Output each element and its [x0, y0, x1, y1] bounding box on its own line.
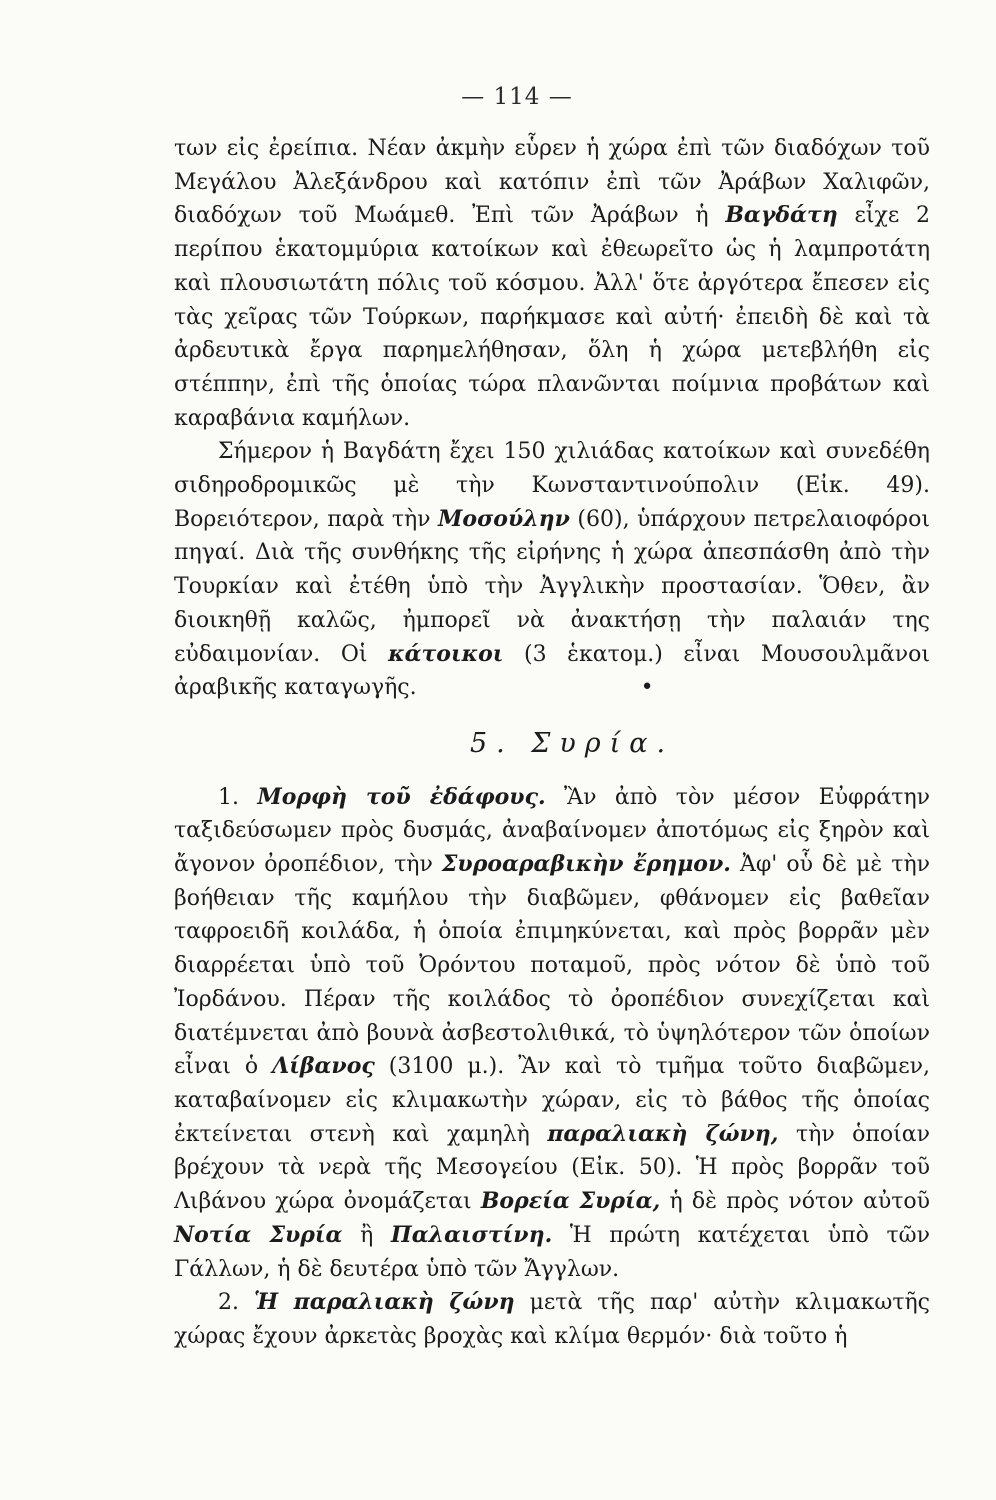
section-title: 5. Συρία.	[469, 727, 675, 759]
paragraph-4: 2. Ἡ παραλιακὴ ζώνη μετὰ τῆς παρ' αὐτὴν κλιμακωτῆς χώρας ἔχουν ἀρκετὰς βροχὰς καὶ κλίμα θερμόν· διὰ τοῦτο ἡ	[174, 1289, 930, 1349]
paragraph-3: 1. Μορφὴ τοῦ ἐδάφους. Ἂν ἀπὸ τὸν μέσον Εὐφράτην ταξιδεύσωμεν πρὸς δυσμάς, ἀναβαίνομεν ἀποτόμως εἰς ξηρὸν καὶ ἄγονον ὀροπέδιον, τὴν Συροαραβικὴν ἔρημον. Ἀφ' οὗ δὲ μὲ τὴν βοήθειαν τῆς καμήλου τὴν διαβῶμεν, φθάνομεν εἰς βαθεῖαν ταφροειδῆ κοιλάδα, ἡ ὁποία ἐπιμηκύνεται, καὶ πρὸς βορρᾶν μὲν διαρρέεται ὑπὸ τοῦ Ὀρόντου ποταμοῦ, πρὸς νότον δὲ ὑπὸ τοῦ Ἰορδάνου. Πέραν τῆς κοιλάδος τὸ ὀροπέδιον συνεχίζεται καὶ διατέμνεται ἀπὸ βουνὰ ἀσβεστολιθικά, τὸ ὑψηλότερον τῶν ὁποίων εἶναι ὁ Λίβανος (3100 μ.). Ἂν καὶ τὸ τμῆμα τοῦτο διαβῶμεν, καταβαίνομεν εἰς κλιμακωτὴν χώραν, εἰς τὸ βάθος τῆς ὁποίας ἐκτείνεται στενὴ καὶ χαμηλὴ παραλιακὴ ζώνη, τὴν ὁποίαν βρέχουν τὰ νερὰ τῆς Μεσογείου (Εἰκ. 50). Ἡ πρὸς βορρᾶν τοῦ Λιβάνου χώρα ὀνομάζεται Βορεία Συρία, ἡ δὲ πρὸς νότον αὐτοῦ Νοτία Συρία ἢ Παλαιστίνη. Ἡ πρώτη κατέχεται ὑπὸ τῶν Γάλλων, ἡ δὲ δευτέρα ὑπὸ τῶν Ἄγγλων.	[174, 783, 930, 1282]
term-mosouli: Μοσούλην	[438, 505, 570, 532]
term-palaistini: Παλαιστίνη.	[390, 1221, 553, 1248]
term-voreia-syria: Βορεία Συρία,	[480, 1188, 661, 1215]
term-katoikoi: κάτοικοι	[388, 640, 504, 667]
term-notia-syria: Νοτία Συρία	[174, 1221, 343, 1248]
stray-dot: •	[640, 675, 654, 701]
paragraph-1: των εἰς ἐρείπια. Νέαν ἀκμὴν εὗρεν ἡ χώρα ἐπὶ τῶν διαδόχων τοῦ Μεγάλου Ἀλεξάνδρου καὶ κατόπιν ἐπὶ τῶν Ἀράβων Χαλιφῶν, διαδόχων τοῦ Μωάμεθ. Ἐπὶ τῶν Ἀράβων ἡ Βαγδάτη εἶχε 2 περίπου ἑκατομμύρια κατοίκων καὶ ἐθεωρεῖτο ὡς ἡ λαμπροτάτη καὶ πλουσιωτάτη πόλις τοῦ κόσμου. Ἀλλ' ὅτε ἀργότερα ἔπεσεν εἰς τὰς χεῖρας τῶν Τούρκων, παρήκμασε καὶ αὐτή· ἐπειδὴ δὲ καὶ τὰ ἀρδευτικὰ ἔργα παρημελήθησαν, ὅλη ἡ χώρα μετεβλήθη εἰς στέππην, ἐπὶ τῆς ὁποίας τώρα πλανῶνται ποίμνια προβάτων καὶ καραβάνια καμήλων.	[174, 136, 930, 431]
term-bagdati: Βαγδάτη	[725, 202, 838, 229]
paragraph-2: Σήμερον ἡ Βαγδάτη ἔχει 150 χιλιάδας κατοίκων καὶ συνεδέθη σιδηροδρομικῶς μὲ τὴν Κωνσταντινούπολιν (Εἰκ. 49). Βορειότερον, παρὰ τὴν Μοσούλην (60), ὑπάρχουν πετρελαιοφόροι πηγαί. Διὰ τῆς συνθήκης τῆς εἰρήνης ἡ χώρα ἀπεσπάσθη ἀπὸ τὴν Τουρκίαν καὶ ἐτέθη ὑπὸ τὴν Ἀγγλικὴν προστασίαν. Ὅθεν, ἂν διοικηθῇ καλῶς, ἠμπορεῖ νὰ ἀνακτήσῃ τὴν παλαιάν της εὐδαιμονίαν. Οἱ κάτοικοι (3 ἑκατομ.) εἶναι Μουσουλμᾶνοι ἀραβικῆς καταγωγῆς. •	[174, 435, 930, 705]
term-morfi-edafous: Μορφὴ τοῦ ἐδάφους.	[257, 783, 546, 810]
term-paraliaki-zoni: παραλιακὴ ζώνη,	[547, 1120, 779, 1147]
term-paraliaki-zoni-heading: Ἡ παραλιακὴ ζώνη	[253, 1289, 515, 1316]
page-number: — 114 —	[461, 84, 573, 110]
term-livanos: Λίβανος	[272, 1053, 375, 1080]
term-syroaraviki-erimos: Συροαραβικὴν ἔρημον.	[441, 851, 731, 878]
page-body	[174, 132, 930, 1354]
